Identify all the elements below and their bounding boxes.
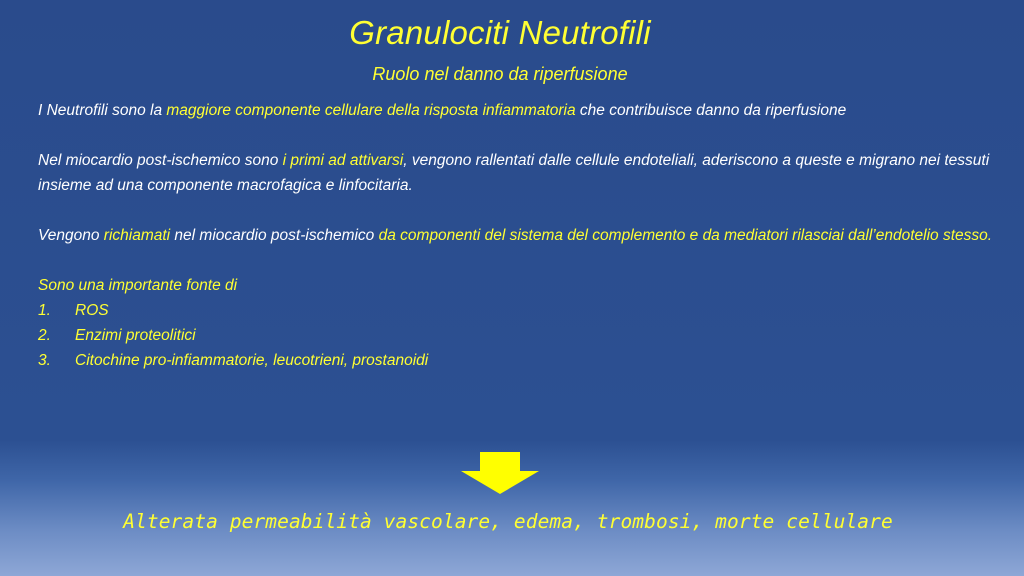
slide-body (38, 98, 998, 373)
list-item (38, 298, 998, 323)
paragraph-text: I Neutrofili sono la (38, 102, 167, 119)
slide-subtitle: Ruolo nel danno da riperfusione (372, 64, 628, 84)
list-text: ROS (75, 302, 109, 319)
highlight-text: da componenti del sistema del complemento e da mediatori rilasciai dall’endotelio stesso. (378, 227, 993, 244)
paragraph-neutrofili (38, 98, 998, 123)
highlight-text: maggiore componente cellulare della risposta infiammatoria (166, 102, 576, 119)
highlight-text: richiamati (103, 227, 171, 244)
paragraph-text: , vengono rallentati dalle cellule endoteliali, aderiscono a queste e migrano nei tessuti insieme ad una componente macrofagica e linfocitaria. (38, 152, 990, 194)
list-number: 1. (38, 302, 51, 319)
list-item (38, 323, 998, 348)
list-number: 2. (38, 327, 51, 344)
paragraph-text: che contribuisce danno da riperfusione (575, 102, 847, 119)
paragraph-richiamati (38, 223, 998, 248)
paragraph-text: Vengono (38, 227, 104, 244)
paragraph-miocardio (38, 148, 998, 198)
list-text: Citochine pro-infiammatorie, leucotrieni, prostanoidi (75, 352, 429, 369)
list-number: 3. (38, 352, 51, 369)
sources-list (38, 298, 998, 373)
highlight-text: i primi ad attivarsi (282, 152, 404, 169)
down-arrow-icon (461, 452, 539, 494)
conclusion-text: Alterata permeabilità vascolare, edema, trombosi, morte cellulare (123, 510, 893, 533)
list-text: Enzimi proteolitici (75, 327, 196, 344)
sources-heading: Sono una importante fonte di (38, 277, 238, 294)
paragraph-text: nel miocardio post-ischemico (170, 227, 379, 244)
slide-title: Granulociti Neutrofili (349, 14, 651, 51)
paragraph-text: Nel miocardio post-ischemico sono (38, 152, 283, 169)
list-item (38, 348, 998, 373)
